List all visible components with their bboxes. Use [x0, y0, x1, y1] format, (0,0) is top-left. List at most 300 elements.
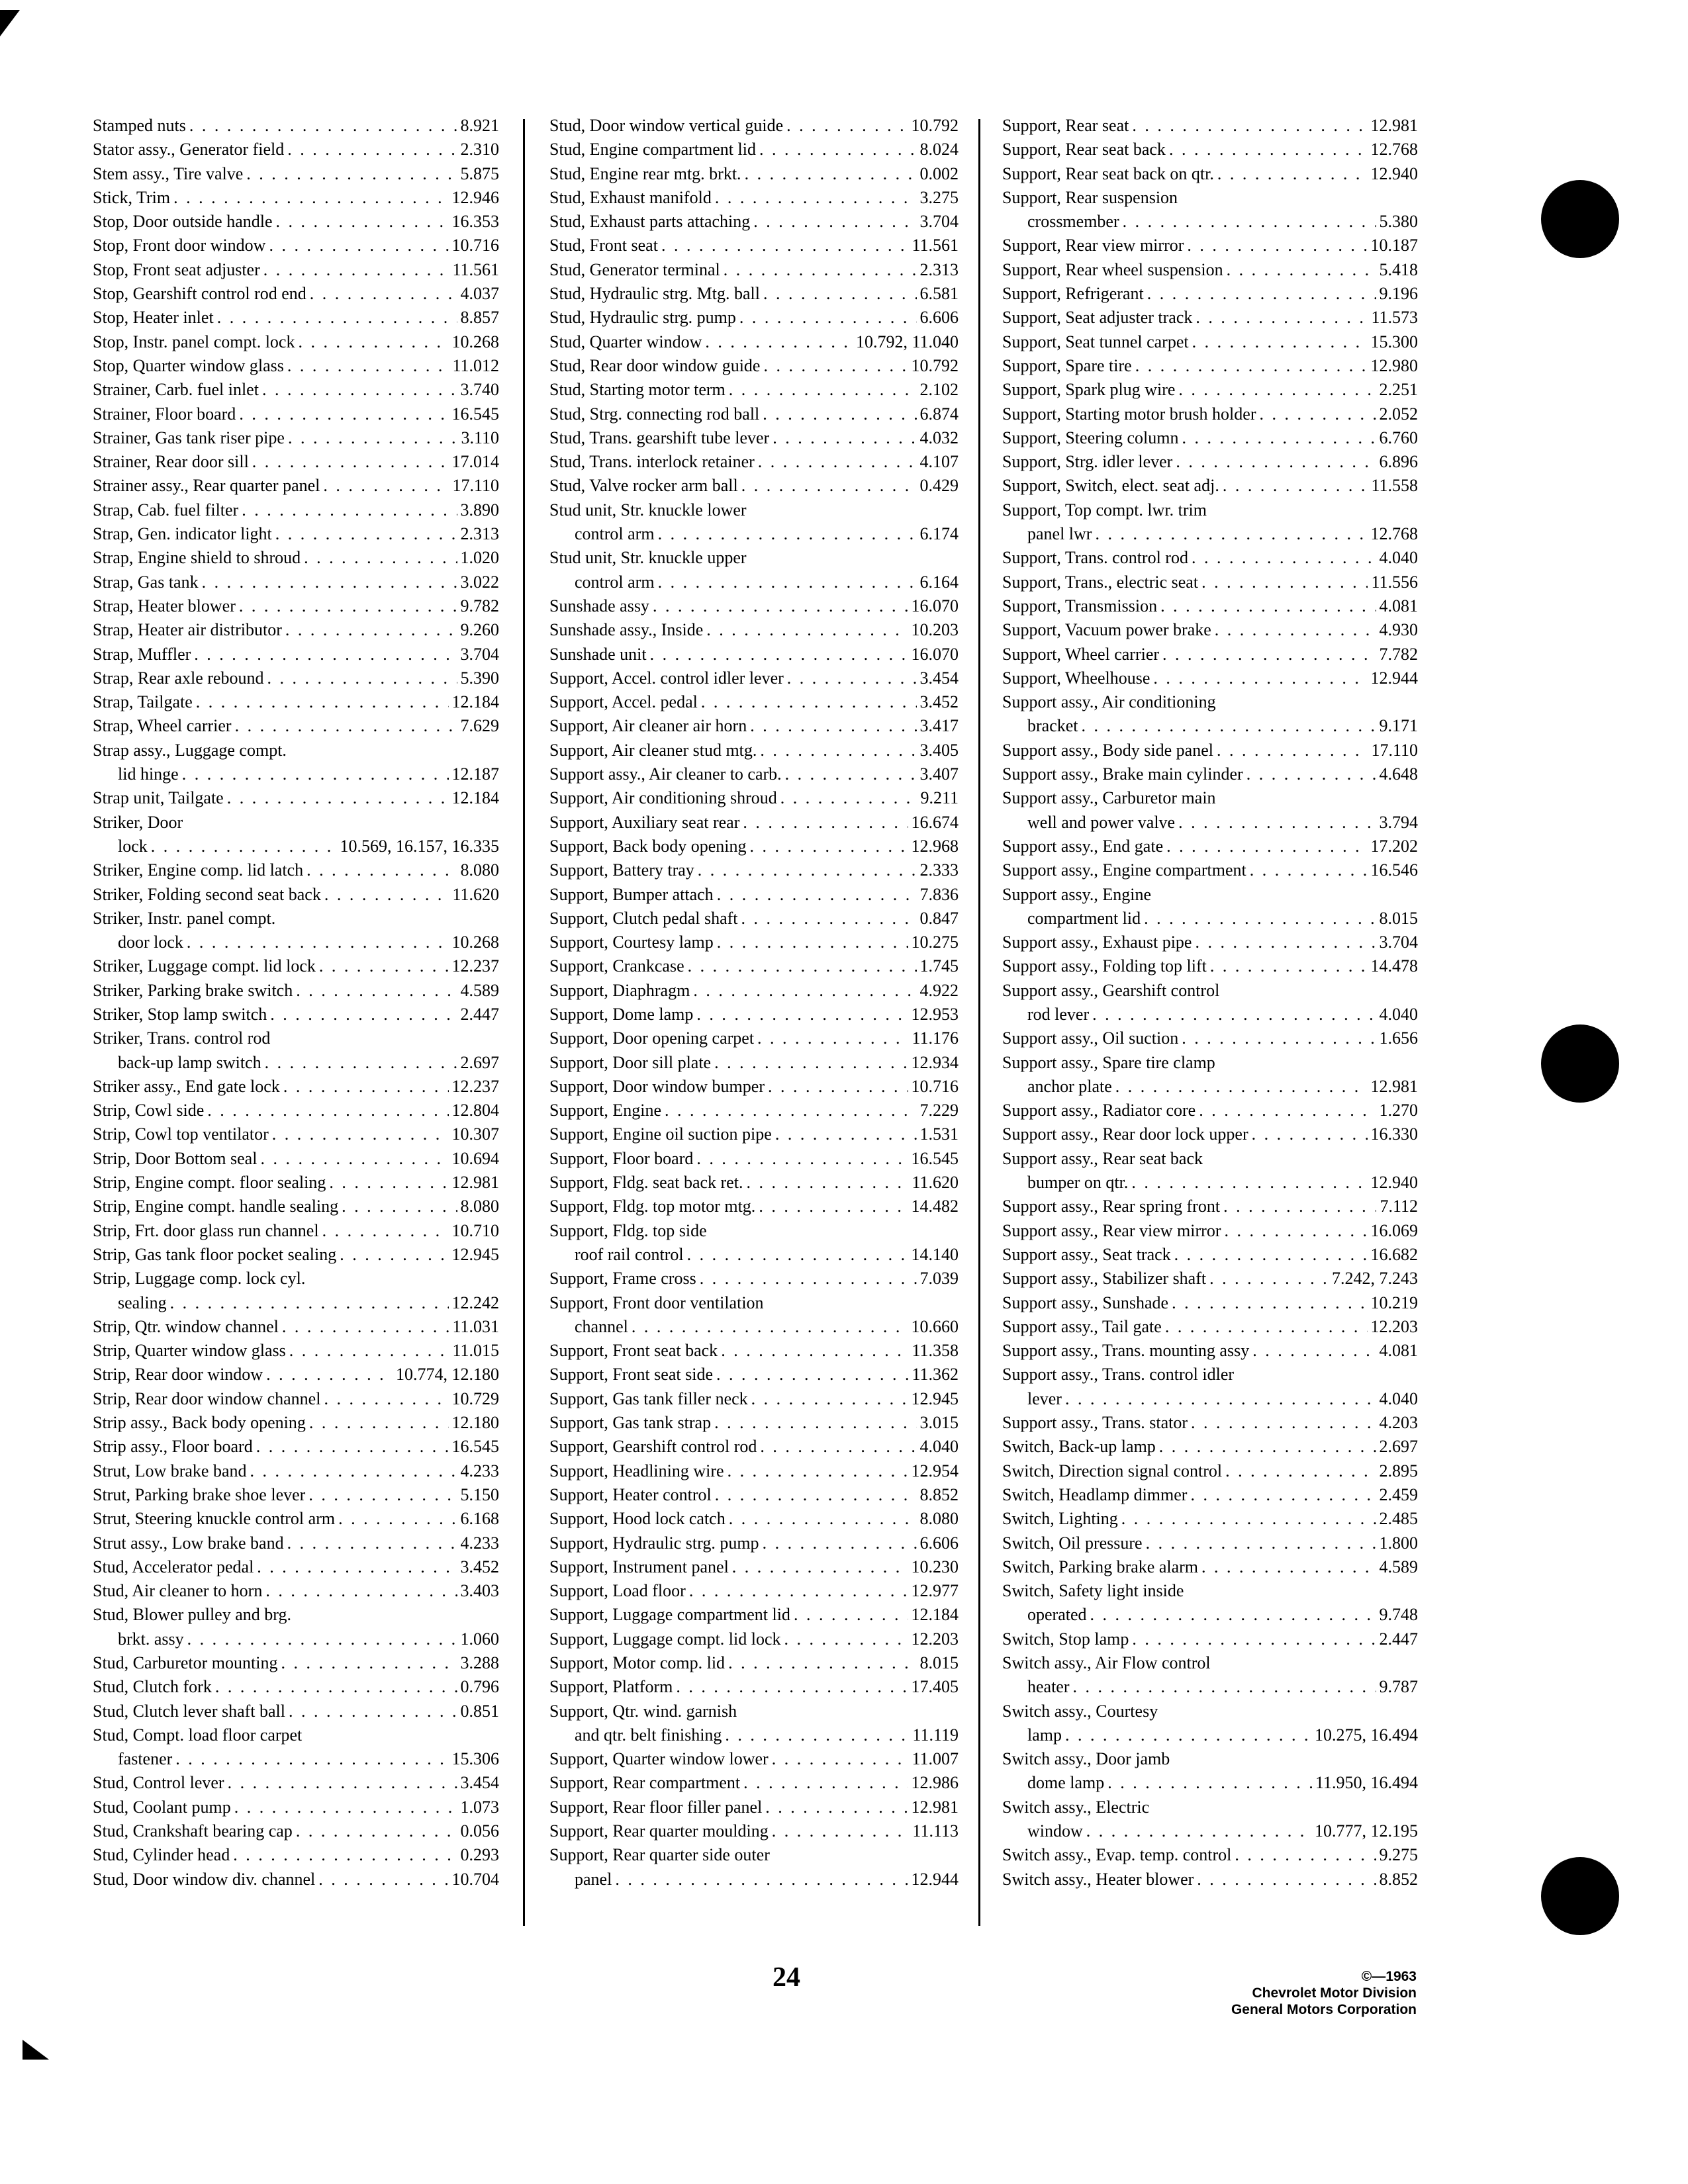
entry-line — [549, 474, 959, 498]
index-entry — [93, 1531, 499, 1555]
entry-label: Support assy., Trans. stator — [1002, 1413, 1188, 1433]
dot-leader — [1162, 643, 1376, 666]
entry-label: Strainer assy., Rear quarter panel — [93, 476, 320, 496]
index-entry — [1002, 330, 1418, 354]
entry-reference: 17.202 — [1370, 836, 1418, 856]
entry-reference: 11.950, 16.494 — [1315, 1773, 1418, 1793]
entry-line — [93, 186, 499, 210]
dot-leader — [1178, 811, 1376, 835]
dot-leader — [1086, 1819, 1311, 1843]
entry-reference: 12.184 — [451, 788, 499, 808]
entry-label: Support, Spark plug wire — [1002, 380, 1176, 400]
entry-label: Strap, Heater blower — [93, 596, 236, 615]
dot-leader — [322, 1219, 449, 1243]
dot-leader — [239, 402, 448, 426]
entry-line — [549, 1435, 959, 1459]
index-entry — [1002, 979, 1418, 1027]
entry-reference: 7.782 — [1379, 644, 1418, 664]
dot-leader — [772, 1819, 910, 1843]
entry-line — [1002, 1435, 1418, 1459]
entry-label: Strap, Rear axle rebound — [93, 668, 264, 688]
index-entry — [549, 1675, 959, 1699]
dot-leader — [706, 618, 908, 642]
entry-line — [1002, 1868, 1418, 1891]
index-entry — [93, 186, 499, 210]
entry-line — [1002, 1195, 1418, 1218]
index-entry — [93, 1507, 499, 1531]
entry-line — [1002, 1026, 1418, 1050]
entry-label: Support, Starting motor brush holder — [1002, 404, 1256, 424]
entry-label: Support, Rear seat — [1002, 116, 1129, 135]
entry-label: Support, Accel. pedal — [549, 692, 698, 712]
index-entry — [549, 1026, 959, 1050]
entry-label: Support, Gearshift control rod — [549, 1437, 757, 1457]
entry-heading: Support, Fldg. top side — [549, 1220, 707, 1240]
entry-label: Striker, Luggage compt. lid lock — [93, 956, 316, 976]
dot-leader — [1176, 450, 1376, 474]
entry-heading: Support assy., Gearshift control — [1002, 980, 1220, 1000]
entry-line — [1002, 1003, 1418, 1026]
entry-label: Strap, Cab. fuel filter — [93, 500, 239, 520]
entry-reference: 12.184 — [451, 692, 499, 712]
dot-leader — [1197, 1868, 1376, 1891]
entry-line — [93, 450, 499, 474]
entry-reference: 9.211 — [920, 788, 959, 808]
entry-label: Stop, Front door window — [93, 236, 266, 255]
entry-label: channel — [575, 1316, 628, 1336]
entry-line — [1002, 138, 1418, 161]
index-entry — [93, 474, 499, 498]
index-entry — [549, 498, 959, 547]
entry-reference: 5.380 — [1379, 212, 1418, 232]
index-entry — [93, 883, 499, 907]
entry-label: Strainer, Floor board — [93, 404, 236, 424]
index-entry — [549, 1483, 959, 1507]
dot-leader — [228, 1771, 457, 1795]
dot-leader — [1135, 354, 1368, 378]
index-entry — [93, 739, 499, 787]
entry-reference: 8.024 — [919, 140, 959, 159]
entry-label: door lock — [118, 933, 183, 952]
entry-line — [1002, 330, 1418, 354]
dot-leader — [1190, 1483, 1376, 1507]
index-entry — [1002, 618, 1418, 642]
dot-leader — [246, 162, 457, 186]
entry-reference: 6.606 — [919, 308, 959, 328]
entry-reference: 7.112 — [1380, 1197, 1418, 1216]
entry-reference: 10.777, 12.195 — [1315, 1821, 1418, 1841]
entry-line — [1002, 1387, 1418, 1411]
index-entry — [93, 1459, 499, 1483]
entry-label: Support, Crankcase — [549, 956, 684, 976]
entry-label: lock — [118, 836, 148, 856]
entry-reference: 10.710 — [451, 1220, 499, 1240]
entry-line — [93, 474, 499, 498]
dot-leader — [650, 643, 908, 666]
entry-label: Support, Rear floor filler panel — [549, 1797, 763, 1817]
index-entry — [549, 739, 959, 762]
index-entry — [93, 1339, 499, 1363]
entry-line — [93, 786, 499, 810]
entry-line — [549, 186, 959, 210]
index-entry — [1002, 1747, 1418, 1796]
dot-leader — [615, 1868, 908, 1891]
index-entry — [1002, 1700, 1418, 1748]
entry-label: Stator assy., Generator field — [93, 140, 285, 159]
index-entry — [93, 306, 499, 330]
dot-leader — [1115, 1075, 1368, 1099]
entry-label: Stud, Hydraulic strg. Mtg. ball — [549, 284, 761, 304]
index-entry — [1002, 786, 1418, 835]
entry-line — [1002, 643, 1418, 666]
index-entry — [1002, 1219, 1418, 1243]
entry-line — [549, 1483, 959, 1507]
entry-line — [93, 931, 499, 954]
entry-line — [1002, 1459, 1418, 1483]
entry-line — [1002, 666, 1418, 690]
entry-label: Support assy., Trans. mounting assy — [1002, 1341, 1250, 1361]
entry-heading: Switch assy., Door jamb — [1002, 1749, 1170, 1769]
entry-reference: 8.857 — [460, 308, 499, 328]
entry-reference: 16.545 — [911, 1148, 959, 1168]
entry-reference: 2.310 — [460, 140, 499, 159]
index-entry — [1002, 1435, 1418, 1459]
entry-reference: 2.697 — [460, 1052, 499, 1072]
entry-reference: 4.040 — [1379, 1004, 1418, 1024]
entry-line — [1002, 354, 1418, 378]
entry-line — [93, 1747, 499, 1771]
index-entry — [93, 594, 499, 618]
entry-heading: Support, Rear quarter side outer — [549, 1845, 770, 1865]
entry-heading: Support assy., Air conditioning — [1002, 692, 1216, 712]
entry-label: crossmember — [1027, 212, 1119, 232]
entry-reference: 4.081 — [1379, 1341, 1418, 1361]
entry-line — [93, 1627, 499, 1651]
index-entry — [549, 1195, 959, 1218]
dot-leader — [727, 1459, 908, 1483]
dot-leader — [151, 835, 337, 858]
index-entry — [549, 1051, 959, 1075]
entry-reference: 8.080 — [460, 860, 499, 880]
dot-leader — [287, 354, 449, 378]
entry-reference: 11.362 — [912, 1365, 959, 1385]
entry-label: Support, Front seat side — [549, 1365, 713, 1385]
entry-line — [549, 1868, 959, 1891]
entry-line — [1002, 931, 1418, 954]
entry-label: Stop, Gearshift control rod end — [93, 284, 306, 304]
entry-line — [1002, 1555, 1418, 1579]
entry-label: Support, Rear compartment — [549, 1773, 741, 1793]
entry-line — [93, 714, 499, 738]
entry-heading: Support, Rear suspension — [1002, 187, 1178, 207]
index-entry — [1002, 1147, 1418, 1195]
index-entry — [549, 1747, 959, 1771]
index-entry — [1002, 1651, 1418, 1700]
index-entry — [549, 306, 959, 330]
entry-line — [1002, 1723, 1418, 1747]
index-entry — [93, 282, 499, 306]
entry-reference: 11.031 — [452, 1316, 499, 1336]
entry-reference: 6.760 — [1379, 428, 1418, 447]
index-entry — [549, 786, 959, 810]
entry-label: Stud, Coolant pump — [93, 1797, 231, 1817]
entry-reference: 3.890 — [460, 500, 499, 520]
dot-leader — [1073, 1675, 1376, 1699]
entry-reference: 0.851 — [460, 1701, 499, 1721]
entry-heading: Support assy., Engine — [1002, 884, 1152, 904]
dot-leader — [1252, 1122, 1368, 1146]
entry-label: Support, Load floor — [549, 1581, 686, 1601]
page-number: 24 — [773, 1962, 800, 1993]
entry-label: bumper on qtr. — [1027, 1173, 1129, 1193]
dot-leader — [260, 1147, 448, 1171]
entry-heading: Stud, Blower pulley and brg. — [93, 1605, 291, 1625]
index-entry — [549, 690, 959, 714]
entry-line — [1002, 739, 1418, 762]
index-entry — [93, 354, 499, 378]
entry-reference: 12.986 — [911, 1773, 959, 1793]
dot-leader — [1178, 378, 1376, 402]
index-entry — [549, 666, 959, 690]
entry-line — [549, 1531, 959, 1555]
index-entry — [549, 1339, 959, 1363]
dot-leader — [1182, 426, 1376, 450]
index-entry — [1002, 1411, 1418, 1435]
entry-line — [93, 1195, 499, 1218]
entry-label: Support, Floor board — [549, 1148, 694, 1168]
index-entry — [93, 811, 499, 859]
entry-label: Support, Vacuum power brake — [1002, 620, 1211, 640]
dot-leader — [775, 1122, 917, 1146]
entry-reference: 4.589 — [1379, 1557, 1418, 1576]
entry-reference: 12.968 — [911, 836, 959, 856]
entry-line — [549, 858, 959, 882]
entry-label: Switch, Headlamp dimmer — [1002, 1484, 1188, 1504]
entry-line — [93, 1339, 499, 1363]
entry-reference: 16.674 — [911, 812, 959, 832]
entry-reference: 0.293 — [460, 1845, 499, 1865]
index-entry — [549, 138, 959, 161]
dot-leader — [276, 210, 449, 234]
dot-leader — [270, 1003, 457, 1026]
entry-reference: 1.060 — [460, 1629, 499, 1649]
entry-heading: Switch assy., Air Flow control — [1002, 1653, 1211, 1672]
entry-reference: 10.694 — [451, 1148, 499, 1168]
dot-leader — [340, 1243, 448, 1267]
entry-line — [93, 1771, 499, 1795]
entry-line — [1002, 1771, 1418, 1795]
index-entry — [549, 1122, 959, 1146]
entry-reference: 10.704 — [451, 1869, 499, 1889]
entry-line — [1002, 474, 1418, 498]
entry-reference: 14.478 — [1370, 956, 1418, 976]
index-entry — [549, 1171, 959, 1195]
entry-label: Support, Rear seat back on qtr. — [1002, 163, 1214, 183]
dot-leader — [187, 931, 449, 954]
dot-leader — [632, 1315, 908, 1339]
entry-reference: 4.040 — [1379, 548, 1418, 568]
dot-leader — [233, 1843, 457, 1867]
entry-line — [1002, 954, 1418, 978]
index-entry — [93, 1099, 499, 1122]
entry-line — [93, 643, 499, 666]
entry-label: and qtr. belt finishing — [575, 1725, 722, 1745]
entry-reference: 0.847 — [919, 908, 959, 928]
entry-label: Support, Door window bumper — [549, 1076, 765, 1096]
dot-leader — [689, 1579, 908, 1603]
index-entry — [549, 618, 959, 642]
entry-line — [549, 1267, 959, 1291]
entry-line — [1002, 210, 1418, 234]
entry-line — [549, 1579, 959, 1603]
dot-leader — [1169, 138, 1368, 161]
dot-leader — [1199, 1099, 1376, 1122]
entry-line — [93, 210, 499, 234]
entry-label: Stud, Carburetor mounting — [93, 1653, 278, 1672]
entry-reference: 16.330 — [1370, 1124, 1418, 1144]
index-entry — [93, 258, 499, 282]
entry-label: Stud, Engine rear mtg. brkt. — [549, 163, 741, 183]
dot-leader — [194, 643, 457, 666]
entry-label: Support, Gas tank filler neck — [549, 1388, 748, 1408]
index-entry — [549, 954, 959, 978]
entry-label: Strainer, Gas tank riser pipe — [93, 428, 285, 447]
entry-line — [93, 1243, 499, 1267]
entry-label: Stop, Door outside handle — [93, 212, 273, 232]
entry-reference: 12.945 — [451, 1244, 499, 1264]
entry-line — [93, 1411, 499, 1435]
entry-reference: 11.556 — [1371, 572, 1418, 592]
entry-line — [93, 979, 499, 1003]
entry-line — [93, 426, 499, 450]
entry-line — [1002, 282, 1418, 306]
entry-heading: Stud unit, Str. knuckle lower — [549, 500, 747, 520]
copyright-corporation: General Motors Corporation — [1231, 2002, 1417, 2017]
entry-reference: 2.313 — [919, 259, 959, 279]
index-entry — [549, 378, 959, 402]
binder-hole — [1541, 180, 1619, 258]
entry-line — [93, 1122, 499, 1146]
entry-label: Strip, Engine compt. handle sealing — [93, 1197, 339, 1216]
dot-leader — [288, 426, 458, 450]
dot-leader — [282, 1315, 449, 1339]
dot-leader — [285, 618, 457, 642]
index-entry — [549, 1796, 959, 1819]
entry-line — [93, 1219, 499, 1243]
dot-leader — [265, 1579, 457, 1603]
index-entry — [549, 210, 959, 234]
dot-leader — [266, 1363, 393, 1387]
dot-leader — [1146, 1531, 1376, 1555]
entry-label: Strip, Quarter window glass — [93, 1341, 286, 1361]
dot-leader — [250, 1459, 457, 1483]
dot-leader — [1246, 762, 1376, 786]
entry-line — [1002, 522, 1418, 546]
entry-label: Strap, Muffler — [93, 644, 191, 664]
index-entry — [1002, 666, 1418, 690]
dot-leader — [296, 979, 457, 1003]
entry-label: Support, Gas tank strap — [549, 1413, 712, 1433]
entry-reference: 1.270 — [1379, 1101, 1418, 1120]
entry-reference: 16.070 — [911, 596, 959, 615]
dot-leader — [785, 762, 917, 786]
entry-line — [549, 1147, 959, 1171]
entry-reference: 11.358 — [912, 1341, 959, 1361]
entry-reference: 16.545 — [451, 1437, 499, 1457]
entry-heading: Support, Qtr. wind. garnish — [549, 1701, 737, 1721]
index-entry — [93, 1387, 499, 1411]
entry-label: Support, Bumper attach — [549, 884, 714, 904]
entry-line — [93, 835, 499, 858]
dot-leader — [763, 1531, 917, 1555]
entry-line — [93, 306, 499, 330]
dot-leader — [1065, 1387, 1376, 1411]
entry-reference: 16.070 — [911, 644, 959, 664]
entry-reference: 11.119 — [912, 1725, 959, 1745]
dot-leader — [763, 354, 908, 378]
dot-leader — [215, 1675, 457, 1699]
entry-reference: 10.230 — [911, 1557, 959, 1576]
entry-label: Stop, Heater inlet — [93, 308, 214, 328]
entry-line — [1002, 1267, 1418, 1291]
entry-label: Stud, Exhaust manifold — [549, 187, 712, 207]
index-entry — [1002, 1459, 1418, 1483]
dot-leader — [1224, 1219, 1367, 1243]
entry-label: Support, Motor comp. lid — [549, 1653, 726, 1672]
entry-reference: 2.333 — [919, 860, 959, 880]
entry-line — [549, 907, 959, 931]
entry-reference: 12.180 — [451, 1413, 499, 1433]
entry-reference: 5.875 — [460, 163, 499, 183]
dot-leader — [257, 1555, 457, 1579]
index-entry — [549, 931, 959, 954]
entry-label: Support assy., Seat track — [1002, 1244, 1171, 1264]
entry-line — [93, 618, 499, 642]
index-entry — [93, 858, 499, 882]
dot-leader — [272, 1122, 449, 1146]
entry-label: Support, Courtesy lamp — [549, 933, 714, 952]
index-entry — [1002, 594, 1418, 618]
entry-label: Support, Platform — [549, 1677, 673, 1697]
entry-reference: 4.233 — [460, 1533, 499, 1553]
dot-leader — [324, 883, 449, 907]
entry-label: dome lamp — [1027, 1773, 1105, 1793]
entry-line — [549, 1026, 959, 1050]
dot-leader — [1147, 282, 1376, 306]
dot-leader — [743, 1771, 908, 1795]
entry-reference: 3.704 — [1379, 933, 1418, 952]
binder-hole — [1541, 1857, 1619, 1935]
entry-line — [549, 258, 959, 282]
entry-reference: 2.459 — [1379, 1484, 1418, 1504]
entry-label: Support, Steering column — [1002, 428, 1179, 447]
index-entry — [549, 1363, 959, 1387]
entry-reference: 9.196 — [1379, 284, 1418, 304]
index-entry — [93, 954, 499, 978]
entry-label: Support, Fldg. top motor mtg. — [549, 1197, 756, 1216]
entry-label: Support assy., Body side panel — [1002, 740, 1213, 760]
entry-line — [549, 1627, 959, 1651]
index-entry — [549, 907, 959, 931]
entry-reference: 3.794 — [1379, 812, 1418, 832]
entry-label: operated — [1027, 1605, 1087, 1625]
entry-label: Support assy., Rear spring front — [1002, 1197, 1221, 1216]
dot-leader — [780, 786, 917, 810]
entry-line — [1002, 1122, 1418, 1146]
dot-leader — [1217, 739, 1368, 762]
entry-reference: 16.353 — [451, 212, 499, 232]
entry-reference: 4.203 — [1379, 1413, 1418, 1433]
